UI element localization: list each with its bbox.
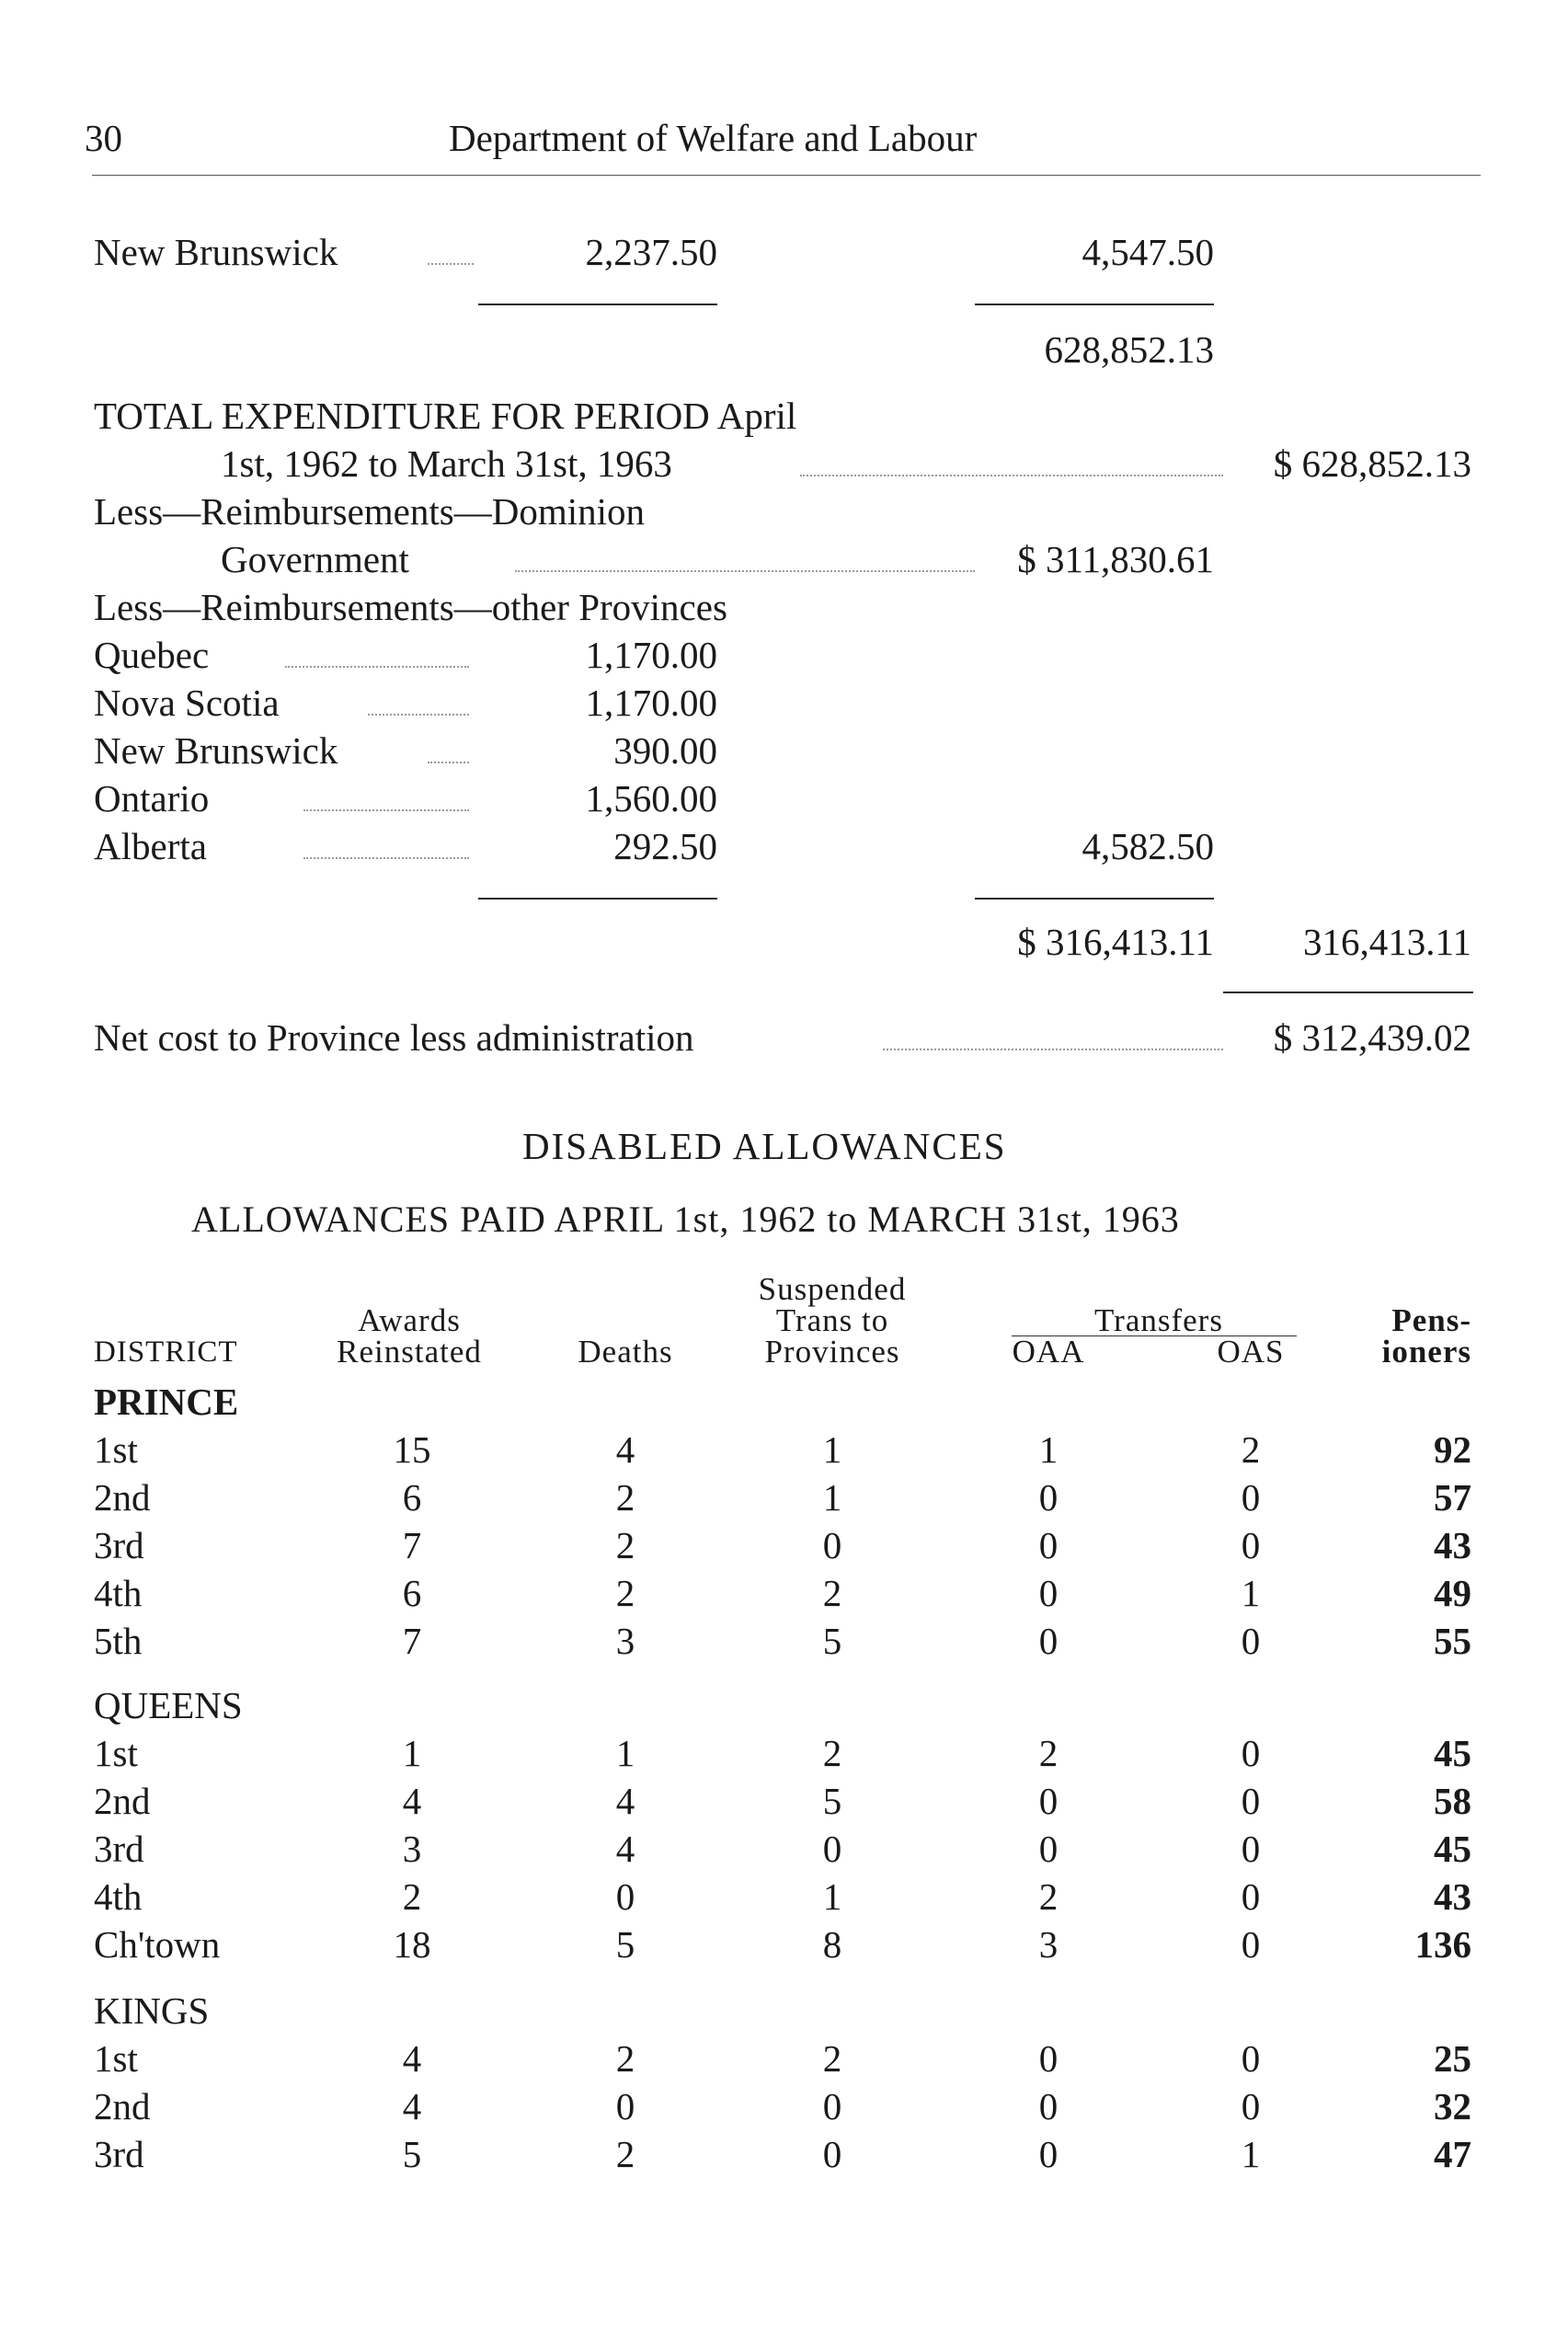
district-row-label: Ch'town	[94, 1923, 221, 1966]
province-amount: 1,170.00	[585, 634, 717, 676]
dot-leader	[428, 762, 469, 763]
table-cell: 0	[1241, 1780, 1261, 1822]
table-cell: 7	[402, 1620, 422, 1662]
rule-col2	[975, 898, 1214, 900]
table-cell: 3	[615, 1620, 635, 1662]
table-cell: 0	[615, 1875, 635, 1918]
dot-leader	[883, 1049, 1223, 1050]
section-subtitle: ALLOWANCES PAID APRIL 1st, 1962 to MARCH 31st, 1963	[191, 1198, 1180, 1240]
table-cell: 2	[615, 2037, 635, 2080]
district-row-label: 3rd	[94, 1524, 144, 1566]
pensioners-cell: 25	[1434, 2037, 1471, 2080]
table-cell: 0	[1241, 1476, 1261, 1519]
table-cell: 18	[393, 1923, 431, 1966]
pensioners-cell: 45	[1434, 1732, 1471, 1774]
table-cell: 8	[822, 1923, 842, 1966]
table-cell: 2	[615, 1524, 635, 1566]
table-cell: 5	[822, 1780, 842, 1822]
table-cell: 3	[1038, 1923, 1059, 1966]
dot-leader	[428, 263, 474, 265]
pensioners-cell: 32	[1434, 2085, 1471, 2127]
table-cell: 4	[615, 1828, 635, 1870]
table-cell: 5	[615, 1923, 635, 1966]
pensioners-cell: 136	[1414, 1923, 1471, 1966]
table-cell: 0	[822, 2133, 842, 2175]
table-cell: 1	[1241, 1572, 1261, 1614]
table-cell: 6	[402, 1572, 422, 1614]
pensioners-cell: 43	[1434, 1875, 1471, 1918]
reimb-total-right: 316,413.11	[1303, 921, 1471, 963]
table-cell: 5	[402, 2133, 422, 2175]
nb-label: New Brunswick	[94, 231, 338, 273]
table-cell: 0	[1241, 1875, 1261, 1918]
net-value: $ 312,439.02	[1273, 1016, 1471, 1059]
net-label: Net cost to Province less administration	[94, 1016, 694, 1059]
district-row-label: 1st	[94, 2037, 138, 2080]
total-value: $ 628,852.13	[1273, 442, 1471, 485]
table-cell: 1	[1038, 1428, 1059, 1471]
col-header-suspended: Suspended	[758, 1271, 907, 1307]
rule-col1	[478, 304, 717, 305]
table-cell: 2	[1241, 1428, 1261, 1471]
table-cell: 0	[822, 2085, 842, 2127]
col-header-oaa: OAA	[1012, 1334, 1085, 1370]
table-cell: 4	[615, 1780, 635, 1822]
less-dominion-line2: Government	[221, 538, 409, 580]
table-cell: 0	[1038, 2037, 1059, 2080]
table-cell: 0	[1241, 2085, 1261, 2127]
province-amount: 1,560.00	[585, 777, 717, 820]
district-row-label: 4th	[94, 1875, 143, 1918]
dot-leader	[368, 714, 469, 716]
table-cell: 1	[822, 1428, 842, 1471]
nb-col2: 4,547.50	[1082, 231, 1214, 273]
subtotal: 628,852.13	[1044, 328, 1214, 371]
less-other-label: Less—Reimbursements—other Provinces	[94, 586, 727, 628]
rule-col2	[975, 304, 1214, 305]
pensioners-cell: 92	[1434, 1428, 1471, 1471]
province-name: Quebec	[94, 634, 210, 676]
table-cell: 15	[393, 1428, 431, 1471]
province-amount: 292.50	[613, 825, 717, 867]
reimb-total: $ 316,413.11	[1017, 921, 1214, 963]
district-row-label: 3rd	[94, 1828, 144, 1870]
district-row-label: 4th	[94, 1572, 143, 1614]
table-cell: 1	[822, 1875, 842, 1918]
col-header-trans-to: Trans to	[775, 1302, 889, 1338]
col-header-oas: OAS	[1217, 1334, 1285, 1370]
district-row-label: 1st	[94, 1732, 138, 1774]
table-cell: 0	[1241, 2037, 1261, 2080]
table-cell: 4	[402, 1780, 422, 1822]
table-cell: 0	[1038, 1476, 1059, 1519]
province-name: Alberta	[94, 825, 207, 867]
table-cell: 0	[822, 1828, 842, 1870]
table-cell: 0	[1038, 2085, 1059, 2127]
table-cell: 4	[615, 1428, 635, 1471]
table-cell: 1	[402, 1732, 422, 1774]
table-cell: 2	[615, 1572, 635, 1614]
table-cell: 2	[402, 1875, 422, 1918]
provinces-total: 4,582.50	[1082, 825, 1214, 867]
table-cell: 0	[822, 1524, 842, 1566]
nb-col1: 2,237.50	[585, 231, 717, 273]
pensioners-cell: 47	[1434, 2133, 1471, 2175]
table-cell: 0	[1038, 1620, 1059, 1662]
district-row-label: 3rd	[94, 2133, 144, 2175]
dot-leader	[285, 666, 469, 668]
table-cell: 0	[1241, 1524, 1261, 1566]
table-cell: 3	[402, 1828, 422, 1870]
district-group-label: PRINCE	[94, 1381, 239, 1423]
district-row-label: 2nd	[94, 2085, 151, 2127]
pensioners-cell: 57	[1434, 1476, 1471, 1519]
district-group-label: QUEENS	[94, 1684, 243, 1726]
total-label-line1: TOTAL EXPENDITURE FOR PERIOD April	[94, 395, 797, 437]
table-cell: 4	[402, 2037, 422, 2080]
col-header-district: DISTRICT	[94, 1335, 238, 1369]
dot-leader	[800, 475, 1223, 476]
table-cell: 0	[1038, 2133, 1059, 2175]
col-header-transfers: Transfers	[1094, 1302, 1223, 1338]
table-cell: 0	[1038, 1828, 1059, 1870]
col-header-pensioners-2: ioners	[1381, 1334, 1471, 1370]
province-name: Nova Scotia	[94, 682, 280, 724]
table-cell: 4	[402, 2085, 422, 2127]
table-cell: 2	[1038, 1732, 1059, 1774]
pensioners-cell: 43	[1434, 1524, 1471, 1566]
table-cell: 0	[1241, 1620, 1261, 1662]
district-group-label: KINGS	[94, 1989, 210, 2032]
table-cell: 1	[1241, 2133, 1261, 2175]
header-divider	[92, 175, 1481, 176]
table-cell: 6	[402, 1476, 422, 1519]
col-header-deaths: Deaths	[578, 1334, 673, 1370]
pensioners-cell: 45	[1434, 1828, 1471, 1870]
page-number: 30	[85, 117, 122, 159]
col-header-provinces: Provinces	[764, 1334, 900, 1370]
table-cell: 0	[1241, 1923, 1261, 1966]
table-cell: 2	[615, 1476, 635, 1519]
pensioners-cell: 55	[1434, 1620, 1471, 1662]
district-row-label: 2nd	[94, 1780, 151, 1822]
table-cell: 2	[1038, 1875, 1059, 1918]
less-dominion-value: $ 311,830.61	[1017, 538, 1214, 580]
district-row-label: 2nd	[94, 1476, 151, 1519]
table-cell: 1	[822, 1476, 842, 1519]
province-name: Ontario	[94, 777, 210, 820]
col-header-awards: Awards	[358, 1302, 461, 1338]
table-cell: 0	[1241, 1828, 1261, 1870]
table-cell: 2	[822, 1732, 842, 1774]
dot-leader	[303, 857, 469, 859]
table-cell: 0	[1038, 1524, 1059, 1566]
dot-leader	[303, 809, 469, 811]
table-cell: 5	[822, 1620, 842, 1662]
province-name: New Brunswick	[94, 729, 338, 772]
district-row-label: 1st	[94, 1428, 138, 1471]
page-title: Department of Welfare and Labour	[449, 117, 978, 159]
total-label-line2: 1st, 1962 to March 31st, 1963	[221, 442, 672, 485]
district-row-label: 5th	[94, 1620, 143, 1662]
table-cell: 0	[1038, 1780, 1059, 1822]
province-amount: 1,170.00	[585, 682, 717, 724]
table-cell: 0	[1038, 1572, 1059, 1614]
rule-col3	[1223, 992, 1473, 993]
pensioners-cell: 58	[1434, 1780, 1471, 1822]
col-header-reinstated: Reinstated	[337, 1334, 482, 1370]
table-cell: 2	[822, 2037, 842, 2080]
province-amount: 390.00	[613, 729, 717, 772]
pensioners-cell: 49	[1434, 1572, 1471, 1614]
table-cell: 1	[615, 1732, 635, 1774]
less-dominion-line1: Less—Reimbursements—Dominion	[94, 490, 646, 533]
table-cell: 0	[1241, 1732, 1261, 1774]
dot-leader	[515, 570, 975, 572]
table-cell: 2	[615, 2133, 635, 2175]
table-cell: 2	[822, 1572, 842, 1614]
col-header-pensioners: Pens-	[1391, 1302, 1471, 1338]
rule-col1	[478, 898, 717, 900]
table-cell: 0	[615, 2085, 635, 2127]
section-title: DISABLED ALLOWANCES	[522, 1125, 1007, 1167]
table-cell: 7	[402, 1524, 422, 1566]
